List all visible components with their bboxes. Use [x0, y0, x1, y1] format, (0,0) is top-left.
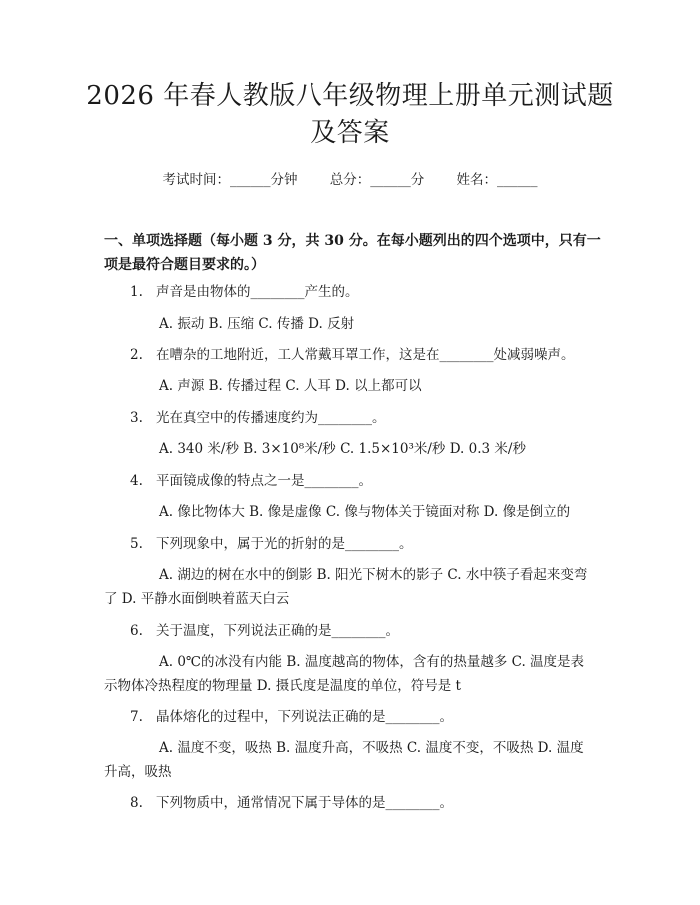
question-number: 5.: [130, 536, 143, 552]
question-3-options: A. 340 米/秒 B. 3×10⁸米/秒 C. 1.5×10³米/秒 D. 0.3 米/秒: [159, 441, 526, 457]
question-number: 6.: [130, 623, 143, 639]
question-7-options: A. 温度不变，吸热 B. 温度升高，不吸热 C. 温度不变，不吸热 D. 温度升高，吸热: [104, 740, 584, 780]
question-number: 8.: [130, 795, 143, 811]
question-6: [104, 621, 604, 641]
question-8: [104, 793, 604, 813]
exam-score: 总分：______分: [329, 172, 425, 188]
question-stem: 在嘈杂的工地附近，工人常戴耳罩工作，这是在________处减弱噪声。: [156, 347, 575, 363]
question-number: 2.: [130, 347, 143, 363]
question-stem: 声音是由物体的________产生的。: [156, 284, 359, 300]
question-stem: 晶体熔化的过程中，下列说法正确的是________。: [156, 709, 453, 725]
question-2-options: A. 声源 B. 传播过程 C. 人耳 D. 以上都可以: [159, 378, 422, 394]
question-1: [104, 282, 604, 302]
title-line-2: 及答案: [310, 118, 390, 148]
question-stem: 平面镜成像的特点之一是________。: [156, 473, 372, 489]
exam-info: [0, 168, 700, 188]
section-heading: 一、单项选择题（每小题 3 分，共 30 分。在每小题列出的四个选项中，只有一项是最符合题目要求的。）: [104, 233, 601, 273]
question-2: [104, 345, 604, 365]
question-6-options: A. 0℃的冰没有内能 B. 温度越高的物体，含有的热量越多 C. 温度是表示物体冷热程度的物理量 D. 摄氏度是温度的单位，符号是 t: [104, 654, 585, 694]
question-4-options: A. 像比物体大 B. 像是虚像 C. 像与物体关于镜面对称 D. 像是倒立的: [159, 504, 571, 520]
question-4: [104, 471, 604, 491]
question-stem: 下列物质中，通常情况下属于导体的是________。: [156, 795, 453, 811]
question-number: 3.: [130, 410, 143, 426]
question-5-options: A. 湖边的树在水中的倒影 B. 阳光下树木的影子 C. 水中筷子看起来变弯了 D. 平静水面倒映着蓝天白云: [104, 567, 588, 607]
exam-time: 考试时间：______分钟: [162, 172, 298, 188]
question-stem: 关于温度，下列说法正确的是________。: [156, 623, 399, 639]
exam-name: 姓名：______: [456, 172, 538, 188]
title-line-1: 2026 年春人教版八年级物理上册单元测试题: [86, 81, 614, 111]
question-number: 4.: [130, 473, 143, 489]
question-1-options: A. 振动 B. 压缩 C. 传播 D. 反射: [159, 316, 355, 332]
document-title: [0, 78, 700, 152]
question-number: 1.: [130, 284, 143, 300]
question-number: 7.: [130, 709, 143, 725]
question-stem: 下列现象中，属于光的折射的是________。: [156, 536, 413, 552]
question-3: [104, 408, 604, 428]
question-7: [104, 707, 604, 727]
question-5: [104, 534, 604, 554]
question-stem: 光在真空中的传播速度约为________。: [156, 410, 386, 426]
